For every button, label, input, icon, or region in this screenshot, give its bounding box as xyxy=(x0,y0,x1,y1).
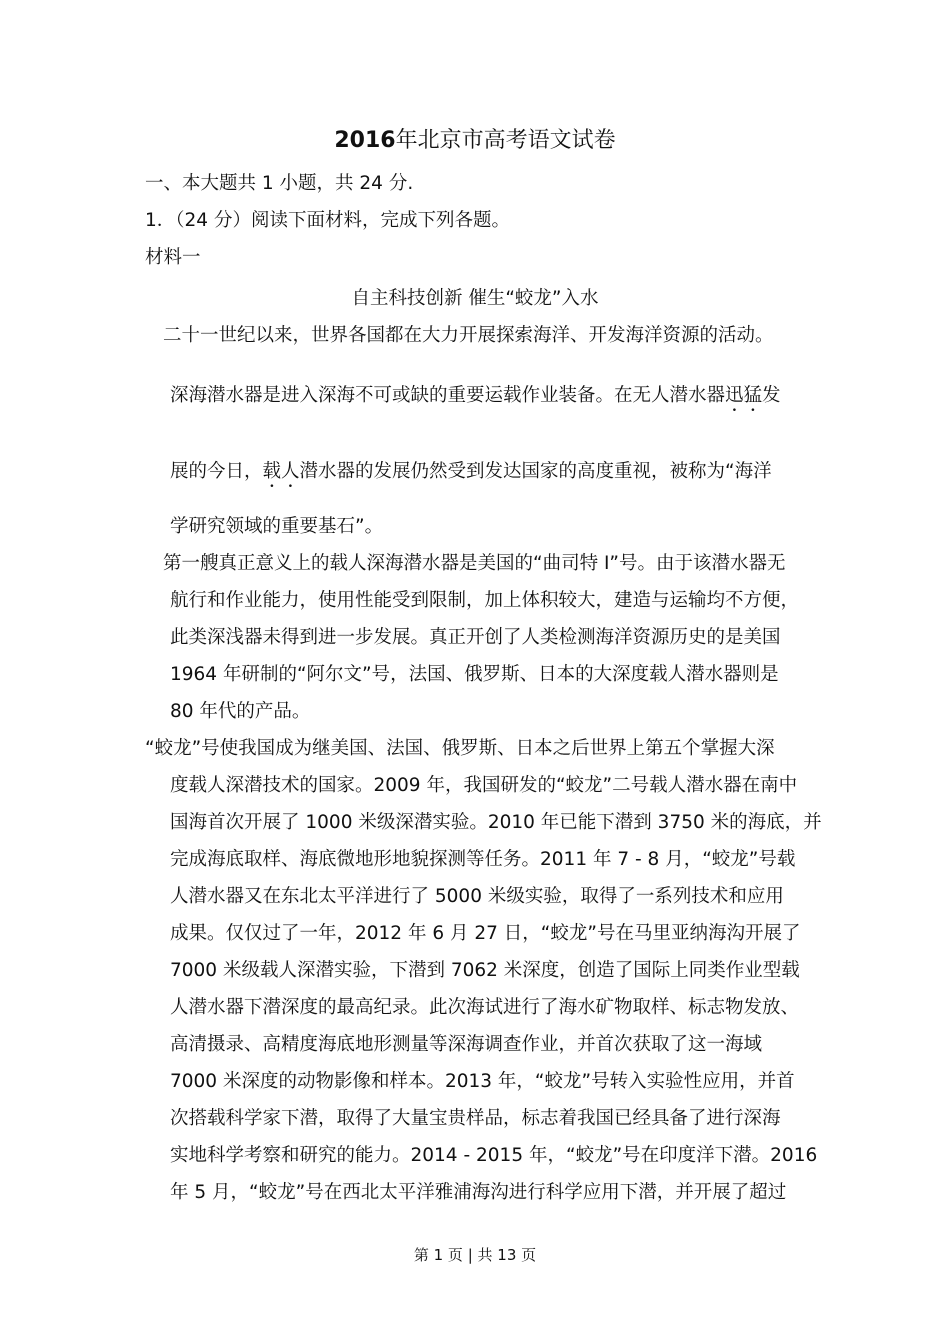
paragraph-line: 度载人深潜技术的国家。2009 年，我国研发的“蛟龙”二号载人潜水器在南中 xyxy=(170,775,798,796)
paragraph-line: 此类深浅器未得到进一步发展。真正开创了人类检测海洋资源历史的是美国 xyxy=(170,627,781,648)
paragraph-line xyxy=(170,453,830,492)
paragraph-line: 完成海底取样、海底微地形地貌探测等任务。2011 年 7 - 8 月，“蛟龙”号载 xyxy=(170,849,796,870)
article-subtitle: 自主科技创新 催生“蛟龙”入水 xyxy=(351,288,599,309)
paragraph-line: 人潜水器下潜深度的最高纪录。此次海试进行了海水矿物取样、标志物发放、 xyxy=(170,997,800,1018)
title-year: 2016 xyxy=(334,128,396,153)
paragraph-line: 实地科学考察和研究的能力。2014 - 2015 年，“蛟龙”号在印度洋下潜。2016 xyxy=(170,1145,818,1166)
question-heading: 1．（24 分）阅读下面材料，完成下列各题。 xyxy=(145,210,510,231)
paragraph-line: 国海首次开展了 1000 米级深潜实验。2010 年已能下潜到 3750 米的海底，并 xyxy=(170,812,822,833)
paragraph-line: 年 5 月，“蛟龙”号在西北太平洋雅浦海沟进行科学应用下潜，并开展了超过 xyxy=(170,1182,787,1203)
emphasized-char: 人 xyxy=(281,461,300,482)
paragraph-line: 1964 年研制的“阿尔文”号，法国、俄罗斯、日本的大深度载人潜水器则是 xyxy=(170,664,779,685)
paragraph-line: 7000 米深度的动物影像和样本。2013 年，“蛟龙”号转入实验性应用，并首 xyxy=(170,1071,795,1092)
paragraph-line: 航行和作业能力，使用性能受到限制，加上体积较大，建造与运输均不方便， xyxy=(170,590,800,611)
emphasized-char: 猛 xyxy=(743,385,763,406)
paragraph-line: 人潜水器又在东北太平洋进行了 5000 米级实验，取得了一系列技术和应用 xyxy=(170,886,784,907)
paragraph-line: 高清摄录、高精度海底地形测量等深海调查作业，并首次获取了这一海域 xyxy=(170,1034,763,1055)
paragraph-line: “蛟龙”号使我国成为继美国、法国、俄罗斯、日本之后世界上第五个掌握大深 xyxy=(145,738,775,759)
emphasized-char: 迅 xyxy=(725,385,744,406)
paragraph-line: 二十一世纪以来，世界各国都在大力开展探索海洋、开发海洋资源的活动。 xyxy=(163,325,774,346)
page-title xyxy=(0,122,950,159)
emphasized-char: 载 xyxy=(262,461,282,482)
text: 发 xyxy=(762,385,781,406)
material-label: 材料一 xyxy=(145,247,201,268)
text: 深海潜水器是进入深海不可或缺的重要运载作业装备。在无人潜水器 xyxy=(170,385,726,406)
section-heading: 一、本大题共 1 小题，共 24 分. xyxy=(145,173,414,194)
text: 潜水器的发展仍然受到发达国家的高度重视，被称为“海洋 xyxy=(299,461,772,482)
paragraph-line: 学研究领域的重要基石”。 xyxy=(170,516,384,537)
title-text: 年北京市高考语文试卷 xyxy=(395,128,616,153)
text: 展的今日， xyxy=(170,461,263,482)
paragraph-line: 第一艘真正意义上的载人深海潜水器是美国的“曲司特 I”号。由于该潜水器无 xyxy=(163,553,786,574)
paragraph-line: 7000 米级载人深潜实验，下潜到 7062 米深度，创造了国际上同类作业型载 xyxy=(170,960,800,981)
paragraph-line: 次搭载科学家下潜，取得了大量宝贵样品，标志着我国已经具备了进行深海 xyxy=(170,1108,781,1129)
page-footer: 第 1 页 | 共 13 页 xyxy=(413,1246,537,1264)
paragraph-line: 成果。仅仅过了一年，2012 年 6 月 27 日，“蛟龙”号在马里亚纳海沟开展了 xyxy=(170,923,801,944)
paragraph-line: 80 年代的产品。 xyxy=(170,701,311,722)
paragraph-line xyxy=(170,377,830,416)
